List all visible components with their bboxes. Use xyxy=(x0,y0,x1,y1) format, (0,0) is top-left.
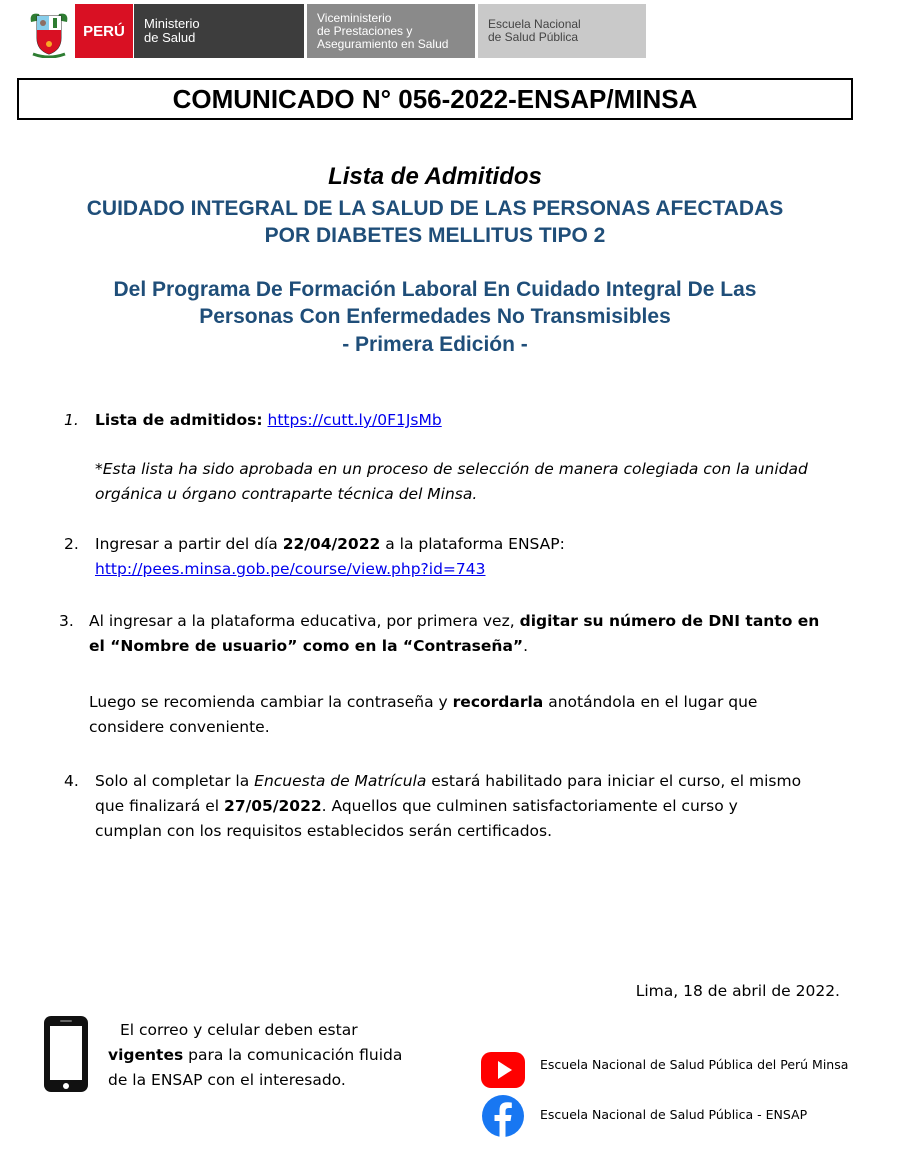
plataforma-ensap-link[interactable]: http://pees.minsa.gob.pe/course/view.php?id=743 xyxy=(95,560,486,578)
item-4 xyxy=(95,769,801,794)
comunicado-title xyxy=(17,78,853,120)
escuela-line: de Salud Pública xyxy=(488,30,579,44)
programa-heading-line: Del Programa De Formación Laboral En Cuidado Integral De Las xyxy=(113,278,757,301)
luego-text: anotándola en el lugar que xyxy=(543,693,758,711)
cuidado-heading-line: POR DIABETES MELLITUS TIPO 2 xyxy=(264,224,606,247)
item-4-line: cumplan con los requisitos establecidos serán certificados. xyxy=(95,822,553,840)
item-3-luego-line: considere conveniente. xyxy=(89,718,270,736)
contact-text: para la comunicación fluida xyxy=(183,1046,403,1064)
lista-heading: Lista de Admitidos xyxy=(328,163,542,190)
facebook-page-name[interactable]: Escuela Nacional de Salud Pública - ENSAP xyxy=(540,1107,808,1122)
mobile-phone-icon xyxy=(42,1014,90,1094)
viceministerio-line: Viceministerio xyxy=(317,10,392,25)
viceministerio-line: Aseguramiento en Salud xyxy=(317,36,449,51)
escuela-logo xyxy=(478,4,646,58)
item-1-note-line: *Esta lista ha sido aprobada en un proceso de selección de manera colegiada con la unidad xyxy=(95,460,808,478)
peru-logo xyxy=(75,4,133,58)
programa-heading-line: - Primera Edición - xyxy=(342,333,528,356)
facebook-icon[interactable] xyxy=(481,1094,525,1138)
item-3-period: . xyxy=(523,637,529,655)
contact-line: de la ENSAP con el interesado. xyxy=(108,1071,346,1089)
cuidado-heading-line: CUIDADO INTEGRAL DE LA SALUD DE LAS PERSONAS AFECTADAS xyxy=(86,197,784,220)
programa-heading-line: Personas Con Enfermedades No Transmisibles xyxy=(199,305,671,328)
contact-text: El correo y celular deben estar xyxy=(120,1021,358,1039)
item-3-luego-line xyxy=(89,690,757,715)
youtube-channel-name[interactable]: Escuela Nacional de Salud Pública del Perú Minsa xyxy=(540,1057,849,1072)
item-4-text: que finalizará el xyxy=(95,797,225,815)
item-number: 4. xyxy=(64,772,79,790)
item-3-bold: el “Nombre de usuario” como en la “Contraseña” xyxy=(89,637,524,655)
item-4-text: estará habilitado para iniciar el curso, el mismo xyxy=(426,772,802,790)
item-4-text: Solo al completar la xyxy=(95,772,255,790)
peru-label: PERÚ xyxy=(83,22,125,40)
luego-bold: recordarla xyxy=(452,693,544,711)
item-2-text: Ingresar a partir del día xyxy=(95,535,283,553)
item-2-date: 22/04/2022 xyxy=(282,535,381,553)
item-4-date: 27/05/2022 xyxy=(224,797,322,815)
item-number: 3. xyxy=(59,612,74,630)
contact-line xyxy=(108,1043,428,1068)
item-1-note-line: orgánica u órgano contraparte técnica del Minsa. xyxy=(95,485,478,503)
item-3 xyxy=(89,609,819,634)
luego-text: Luego se recomienda cambiar la contraseña y xyxy=(89,693,453,711)
item-3-text: Al ingresar a la plataforma educativa, por primera vez, xyxy=(89,612,520,630)
item-2 xyxy=(95,532,565,557)
item-3-bold: digitar su número de DNI tanto en xyxy=(519,612,820,630)
item-2-text: a la plataforma ENSAP: xyxy=(380,535,565,553)
viceministerio-line: de Prestaciones y xyxy=(317,23,413,38)
ministerio-line: de Salud xyxy=(144,30,196,45)
date-line: Lima, 18 de abril de 2022. xyxy=(635,982,840,1000)
item-3-line xyxy=(89,634,528,659)
peru-shield-icon xyxy=(27,8,71,58)
ministerio-line: Ministerio xyxy=(144,16,200,31)
lista-admitidos-link[interactable]: https://cutt.ly/0F1JsMb xyxy=(267,411,442,429)
item-4-text: . Aquellos que culminen satisfactoriamente el curso y xyxy=(321,797,738,815)
youtube-icon[interactable] xyxy=(481,1048,525,1092)
ministerio-logo xyxy=(134,4,304,58)
lista-admitidos-label: Lista de admitidos: xyxy=(95,411,263,429)
comunicado-title-text: COMUNICADO N° 056-2022-ENSAP/MINSA xyxy=(172,83,698,114)
contact-notice xyxy=(108,1018,428,1093)
escuela-line: Escuela Nacional xyxy=(488,17,581,31)
item-4-line xyxy=(95,794,738,819)
contact-bold: vigentes xyxy=(108,1046,184,1064)
contact-line xyxy=(108,1018,428,1043)
viceministerio-logo xyxy=(307,4,475,58)
encuesta-matricula: Encuesta de Matrícula xyxy=(254,772,427,790)
item-number: 2. xyxy=(64,535,79,553)
item-1 xyxy=(95,408,442,433)
item-number: 1. xyxy=(64,411,79,429)
